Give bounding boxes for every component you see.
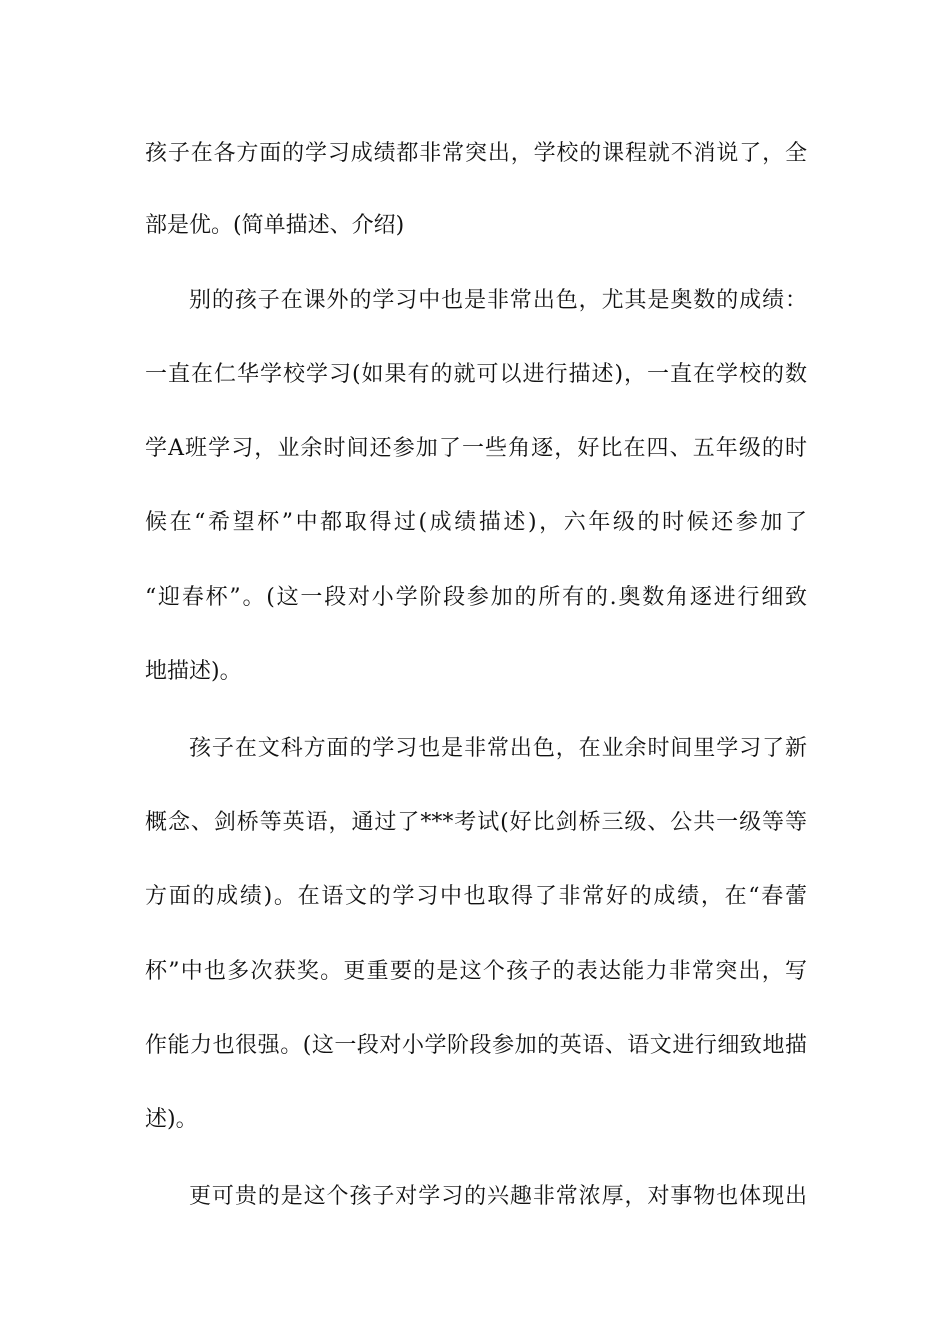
- text-line-11: 方面的成绩)。在语文的学习中也取得了非常好的成绩，在“春蕾: [145, 884, 807, 909]
- text-line-1: 孩子在各方面的学习成绩都非常突出，学校的课程就不消说了，全: [145, 141, 807, 166]
- text-line-10: 概念、剑桥等英语，通过了***考试(好比剑桥三级、公共一级等等: [145, 810, 807, 835]
- text-line-5: 学A班学习，业余时间还参加了一些角逐，好比在四、五年级的时: [145, 436, 807, 461]
- text-line-13: 作能力也很强。(这一段对小学阶段参加的英语、语文进行细致地描: [145, 1033, 807, 1058]
- text-line-8: 地描述)。: [145, 659, 242, 684]
- text-line-2: 部是优。(简单描述、介绍): [145, 213, 405, 238]
- text-line-7: “迎春杯”。(这一段对小学阶段参加的所有的.奥数角逐进行细致: [145, 585, 807, 610]
- text-line-15: 更可贵的是这个孩子对学习的兴趣非常浓厚，对事物也体现出: [189, 1184, 807, 1209]
- text-line-14: 述)。: [145, 1107, 198, 1132]
- text-line-12: 杯”中也多次获奖。更重要的是这个孩子的表达能力非常突出，写: [145, 959, 807, 984]
- text-line-4: 一直在仁华学校学习(如果有的就可以进行描述)，一直在学校的数: [145, 362, 807, 387]
- text-line-9: 孩子在文科方面的学习也是非常出色，在业余时间里学习了新: [189, 736, 807, 761]
- text-line-3: 别的孩子在课外的学习中也是非常出色，尤其是奥数的成绩：: [189, 288, 807, 313]
- text-line-6: 候在“希望杯”中都取得过(成绩描述)，六年级的时候还参加了: [145, 510, 807, 535]
